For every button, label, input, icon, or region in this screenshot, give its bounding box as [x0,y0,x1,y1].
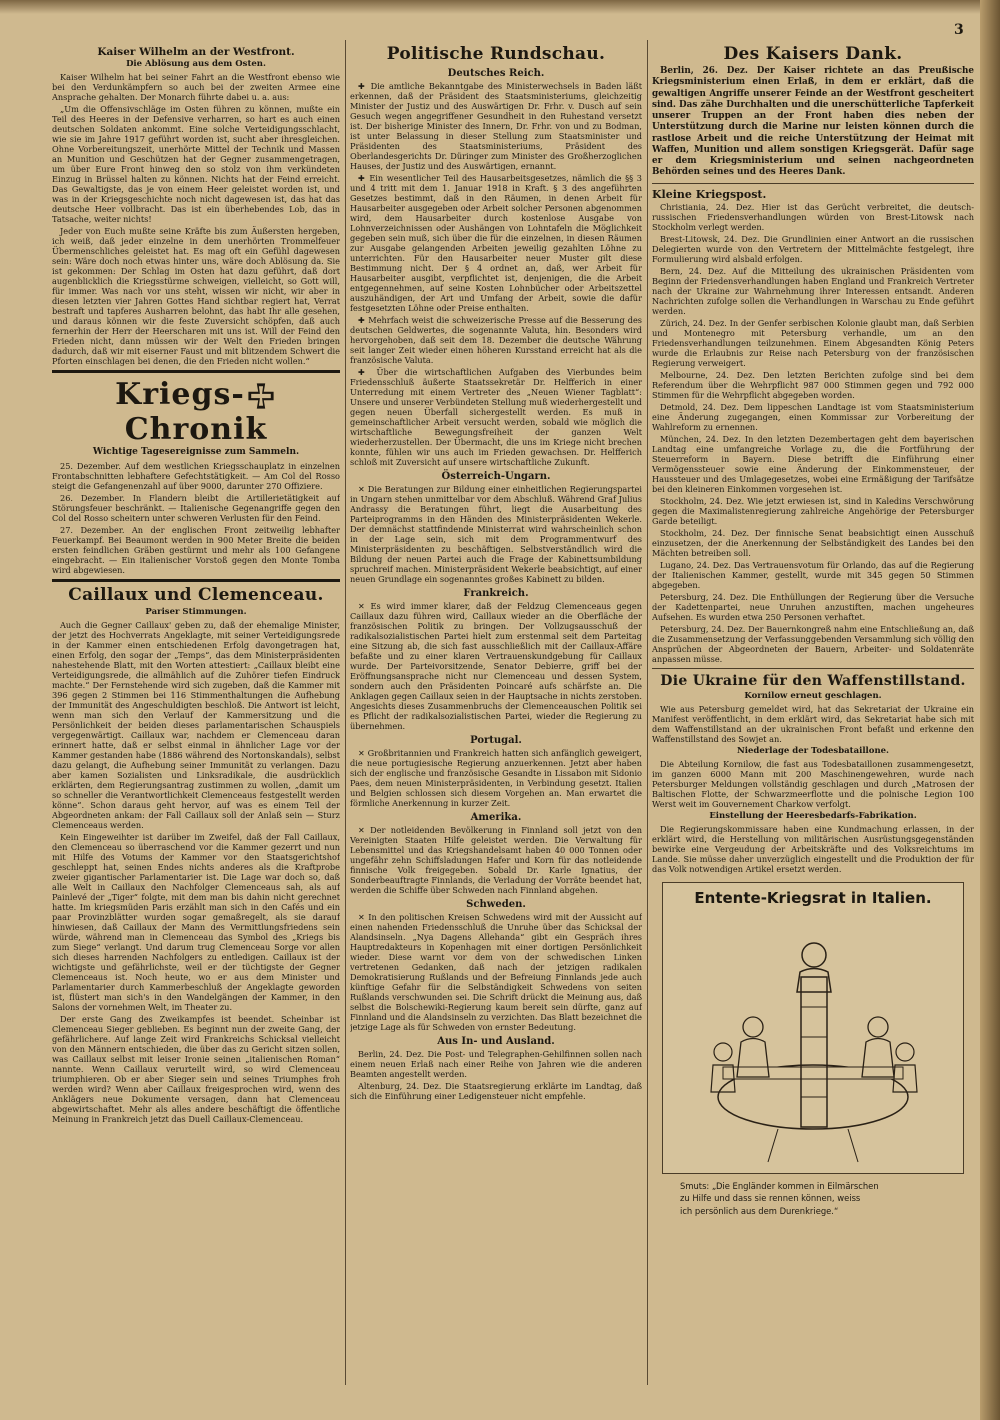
news-item: Stockholm, 24. Dez. Wie jetzt erwiesen ist, sind in Kaledins Verschwörung gegen die Maximalistenregierung zahlreiche Angehörige der Petersburger Garde beteiligt. [652,495,974,526]
news-item: Brest-Litowsk, 24. Dez. Die Grundlinien einer Antwort an die russischen Delegierten wurde von den Vertretern der Mittelmächte festgelegt, ihre Formulierung wird alsbald erfolgen. [652,233,974,264]
article-title-kaiser-westfront: Kaiser Wilhelm an der Westfront. [97,46,295,58]
section-heading-deutsches-reich: Deutsches Reich. [447,68,545,79]
article-paragraph: ✕ Die Beratungen zur Bildung einer einheitlichen Regierungspartei in Ungarn stehen unmittelbar vor dem Abschluß. Während Graf Julius Andrassy die Beratungen führt, liegt die Ausarbeitung des Parteiprogramms in den Händen des Ministerpräsidenten Wekerle. Der demnächst stattfindende Ministerrat wird wahrscheinlich schon in der Lage sein, sich mit dem Programmentwurf des Ministerpräsidenten zu beschäftigen. Selbstverständlich wird die Bildung der neuen Partei auch die Frage der Kabinettsumbildung spruchreif machen. Ministerpräsident Wekerle beabsichtigt, auf einer neuen Grundlage ein sogenanntes großes Kabinett zu bilden. [350,484,642,584]
column-rule-1 [345,40,346,1385]
article-paragraph: „Um die Offensivschläge im Osten führen zu können, mußte ein Teil des Heeres in der Defensive verharren, so hart es auch einen deutschen Soldaten ankommt. Eine solche Verteidigungsschlacht, wie sie im Jahre 1917 geführt worden ist, sucht aber ihresgleichen. Ohne Vorbereitungszeit, unerhörte Mittel der Technik und Massen an Munition und Geschützen hat der Gegner zusammengetragen, um über Eure Front hinweg den so stolz von ihm verkündeten Einzug in Brüssel halten zu können. Nichts hat der Feind erreicht. Das Gewaltigste, das je von einem Heer geleistet worden ist, und was in der Kriegsgeschichte noch nicht dagewesen ist, das hat das deutsche Heer vollbracht. Das ist ein überhebendes Lob, das in Tatsache, weiter nichts! [52,104,340,224]
chronik-entry: 26. Dezember. In Flandern bleibt die Artillerietätigkeit auf Störungsfeuer beschränkt. — Italienische Gegenangriffe gegen den Col del Rosso scheitern unter schweren Verlusten für den Feind. [52,493,340,523]
article-paragraph: ✕ In den politischen Kreisen Schwedens wird mit der Aussicht auf einen nahenden Friedensschluß die Unruhe über das Schicksal der Alandsinseln. „Nya Dagens Allehanda“ gibt ein Gespräch ihres Hauptredakteurs in Kopenhagen mit einer dortigen Persönlichkeit wieder. Diese warnt vor dem von der schwedischen Linken vertretenen Gedanken, daß nach der jetzigen radikalen Demokratisierung Rußlands und der Befreiung Finnlands jede auch künftige Gefahr für die Selbständigkeit Schwedens von seiten Rußlands verschwunden sei. Die Schrift drückt die Meinung aus, daß selbst die Bolschewiki-Regierung kaum bereit sein dürfte, ganz auf Finnland und die Alandsinseln zu verzichten. Das Blatt bezeichnet die jetzige Lage als für Schweden von ernster Bedeutung. [350,912,642,1032]
article-title-caillaux: Caillaux und Clemenceau. [68,585,324,605]
column-rule-2 [647,40,648,1385]
article-paragraph: ✚ Mehrfach weist die schweizerische Presse auf die Besserung des deutschen Geldwertes, die sogenannte Valuta, hin. Besonders wird hervorgehoben, daß seit dem 18. Dezember die deutsche Währung seit langer Zeit wieder einen höheren Kursstand erreicht hat als die französische Valuta. [350,315,642,365]
section-heading-in-und-ausland: Aus In- und Ausland. [437,1036,555,1047]
cartoon-drawing-icon [683,917,943,1167]
section-divider [652,183,974,184]
column-1 [52,44,340,1374]
article-paragraph: ✕ Großbritannien und Frankreich hatten sich anfänglich geweigert, die neue portugiesische Regierung anzuerkennen. Jetzt aber haben sich der englische und französische Gesandte in Lissabon mit Sidonio Paes, dem neuen Ministerpräsidenten, in Verbindung gesetzt. Italien und Belgien schlossen sich diesem Vorgehen an. Man erwartet die förmliche Anerkennung in kurzer Zeit. [350,748,642,808]
cartoon-caption-line: Smuts: „Die Engländer kommen in Eilmärschen [680,1180,879,1191]
column-3 [652,44,974,1374]
page-top-edge [0,0,1000,14]
news-item: Zürich, 24. Dez. In der Genfer serbischen Kolonie glaubt man, daß Serbien und Montenegro mit Petersburg verhandle, um an den Friedensverhandlungen teilzunehmen. Einem Abgesandten König Peters wurde die Erlaubnis zur Reise nach Petersburg von der französischen Regierung verweigert. [652,317,974,368]
article-paragraph: Berlin, 26. Dez. Der Kaiser richtete an das Preußische Kriegsministerium einen Erlaß, in dem er erklärt, daß die gewaltigen Angriffe unserer Feinde an der Westfront gescheitert sind. Das zähe Durchhalten und die unerschütterliche Tapferkeit unserer Truppen an der Front haben dies neben der Unterstützung durch die Marine nur leisten können durch die rastlose Arbeit und die reiche Unterstützung der Heimat mit Waffen, Munition und allem sonstigen Kriegsgerät. Dafür sage er dem Kriegsministerium und seinen nachgeordneten Behörden seines und des Heeres Dank. [652,66,974,178]
article-paragraph: Die Regierungskommissare haben eine Kundmachung erlassen, in der erklärt wird, die Herstellung von militärischen Ausrüstungsgegenständen bewirke eine Vergeudung der Arbeitskräfte und des Volksreichtums im Lande. Sie müsse daher unverzüglich eingestellt und die Produktion der für das Volk notwendigen Artikel ersetzt werden. [652,823,974,874]
section-title-politische-rundschau: Politische Rundschau. [386,44,606,64]
article-subtitle-todesbataillone: Niederlage der Todesbataillone. [736,745,890,756]
news-item: Detmold, 24. Dez. Dem lippeschen Landtage ist vom Staatsministerium eine Änderung zugegangen, einen Kommissar zur Vorbereitung der Wahlreform zu ernennen. [652,401,974,432]
news-item: Altenburg, 24. Dez. Die Staatsregierung erklärte im Landtag, daß sich die Einführung einer Ledigensteuer nicht empfehle. [350,1081,642,1101]
section-title-kleine-kriegspost: Kleine Kriegspost. [652,187,767,201]
cartoon-caption-line: ich persönlich aus dem Durenkriege.“ [680,1205,839,1216]
section-heading-portugal: Portugal. [470,735,522,746]
cartoon-caption [680,1180,974,1218]
section-heading-frankreich: Frankreich. [463,588,529,599]
news-item: Petersburg, 24. Dez. Der Bauernkongreß nahm eine Entschließung an, daß die Zusammensetzung der Verfassunggebenden Versammlung sich völlig den Ansprüchen der Abgeordneten der Bauern, Arbeiter- und Soldatenräte anpassen müsse. [652,623,974,664]
article-paragraph: Wie aus Petersburg gemeldet wird, hat das Sekretariat der Ukraine ein Manifest veröffentlicht, in dem erklärt wird, das Sekretariat habe sich mit dem Waffenstillstand an der ukrainischen Front befaßt und erkenne den Waffenstillstand des Sowjet an. [652,703,974,744]
article-paragraph: Jeder von Euch mußte seine Kräfte bis zum Äußersten hergeben, ich weiß, daß jeder einzelne in dem unerhörten Trommelfeuer Übermenschliches geleistet hat. Es mag oft ein Gefühl dagewesen sein: Wäre doch noch etwas hinter uns, wäre doch Ablösung da. Sie ist gekommen: Der Schlag im Osten hat dazu geführt, daß dort augenblicklich die Kriegsstürme schweigen, vielleicht, so Gott will, für immer. Was nach vor uns steht, wissen wir nicht, wir aber in diesen letzten vier Jahren Gottes Hand sichtbar regiert hat, Verrat bestraft und tapferes Ausharren belohnt, das habt Ihr alle gesehen, und daraus können wir die feste Zuversicht schöpfen, daß auch fernerhin der Herr der Heerscharen mit uns ist. Will der Feind den Frieden nicht, dann müssen wir der Welt den Frieden bringen dadurch, daß wir mit eiserner Faust und mit blitzendem Schwert die Pforten einschlagen bei denen, die den Frieden nicht wollen.“ [52,226,340,366]
article-paragraph: Auch die Gegner Caillaux' geben zu, daß der ehemalige Minister, der jetzt des Hochverrats Angeklagte, mit seiner Verteidigungsrede in der Kammer einen entschiedenen Erfolg davongetragen hat, einen Erfolg, den sogar der „Temps“, das dem Ministerpräsidenten nahestehende Blatt, mit den Worten attestiert: „Caillaux bleibt eine Verteidigungsrede, die allmählich auf die Zuhörer tiefen Eindruck machte.“ Der Fernstehende wird sich zugeben, daß die Kammer mit 396 gegen 2 Stimmen bei 116 Stimmenthaltungen die Aufhebung der Immunität des Angeschuldigten beschloß. Die Antwort ist leicht, wenn man sich den Verlauf der Kammersitzung und die Persönlichkeit der beiden dieses parlamentarischen Schauspiels vergegenwärtigt. Caillaux war, nachdem er Clemenceau daran erinnert hatte, daß er selbst einmal in ähnlicher Lage vor der Kammer gestanden habe (1886 während des Nortonskandals), selbst dazu gelangt, die Aufhebung seiner Immunität zu verlangen. Dazu aber kamen Sozialisten und Linksradikale, die ausdrücklich erklärten, dem Regierungsantrag zustimmen zu wollen, „damit um so schneller die Verantwortlichkeit Clemenceaus festgestellt werden könne“. Schon daraus geht hervor, auf was es einem Teil der Abgeordneten ankam: der Fall Caillaux soll der Anlaß sein — Sturz Clemenceaus werden. [52,620,340,830]
article-subtitle-kornilow: Kornilow erneut geschlagen. [744,690,882,701]
news-item: Christiania, 24. Dez. Hier ist das Gerücht verbreitet, die deutsch-russischen Friedensverhandlungen würden von Brest-Litowsk nach Stockholm verlegt werden. [652,201,974,232]
article-paragraph: Kaiser Wilhelm hat bei seiner Fahrt an die Westfront ebenso wie bei den Verdunkämpfern so auch bei der zweiten Armee eine Ansprache gehalten. Der Monarch führte dabei u. a. aus: [52,72,340,102]
news-item: Berlin, 24. Dez. Die Post- und Telegraphen-Gehilfinnen sollen nach einem neuen Erlaß nach einer Reihe von Jahren wie die anderen Beamten angestellt werden. [350,1049,642,1079]
news-item: Bern, 24. Dez. Auf die Mitteilung des ukrainischen Präsidenten vom Beginn der Friedensverhandlungen haben England und Frankreich Vertreter nach der Ukraine zur Wahrnehmung ihrer Interessen entsandt. Anderen Nachrichten zufolge sollen die Verhandlungen in Warschau zu Ende geführt werden. [652,265,974,316]
article-paragraph: ✚ Über die wirtschaftlichen Aufgaben des Vierbundes beim Friedensschluß äußerte Staatssekretär Dr. Helfferich in einer Unterredung mit einem Vertreter des „Neuen Wiener Tagblatt“: Unsere und unserer Verbündeten Stellung muß wiederhergestellt und gegen neuen Überfall sichergestellt werden. Es muß in gemeinschaftlicher Arbeit versucht werden, sobald wie möglich die wirtschaftliche Bewegungsfreiheit der ganzen Welt wiederherzustellen. Der Übermacht, die uns im Kriege nicht brechen konnte, fühlen wir uns auch im Frieden gewachsen. Dr. Helfferich schloß mit Zuversicht auf unsere wirtschaftliche Zukunft. [350,367,642,467]
kriegs-chronik-masthead [52,377,340,447]
column-2 [350,44,642,1374]
article-title-ukraine: Die Ukraine für den Waffenstillstand. [660,672,966,689]
page-number: 3 [954,22,964,38]
kriegs-chronik-subtitle: Wichtige Tagesereignisse zum Sammeln. [92,447,300,457]
cartoon-caption-line: zu Hilfe und dass sie rennen können, weiss [680,1193,861,1204]
chronik-entry: 25. Dezember. Auf dem westlichen Kriegsschauplatz in einzelnen Frontabschnitten lebhaftere Gefechtstätigkeit. — Am Col del Rosso steigt die Gefangenenzahl auf über 9000, darunter 270 Offiziere. [52,461,340,491]
news-item: München, 24. Dez. In den letzten Dezembertagen geht dem bayerischen Landtag eine umfangreiche Vorlage zu, die die Fortführung der Steuerreform in Bayern. Diese betrifft die Einführung einer Vermögenssteuer sowie eine Änderung der Einkommensteuer, der Haussteuer und des Umlagegesetzes, wobei eine Ermäßigung der Tarifsätze bei den kleineren Einkommen vorgesehen ist. [652,433,974,494]
article-subtitle-abloesung: Die Ablösung aus dem Osten. [126,59,266,69]
cartoon-title: Entente-Kriegsrat in Italien. [694,888,932,907]
article-subtitle-heeresbedarf: Einstellung der Heeresbedarfs-Fabrikation. [709,810,917,821]
section-heading-oesterreich-ungarn: Österreich-Ungarn. [441,471,551,482]
article-paragraph: ✕ Es wird immer klarer, daß der Feldzug Clemenceaus gegen Caillaux dazu führen wird, Caillaux wieder an die Oberfläche der französischen Politik zu bringen. Der Vollzugsausschuß der radikalsozialistischen Partei hielt zum erstenmal seit dem Parteitag eine Sitzung ab, die sich fast ausschließlich mit der Caillaux-Affäre befaßte und zu einer klaren Vertrauenskundgebung für Caillaux wurde. Der Parteivorsitzende, Senator Debierre, griff bei der Eröffnungsansprache nicht nur Clemenceau und dessen System, sondern auch den Präsidenten Poincaré aufs schärfste an. Die Anklagen gegen Caillaux seien in der Hauptsache in nichts zerstoben. Angesichts dieses Zusammenbruchs der Clemenceauschen Politik sei es Pflicht der radikalsozialistischen Partei, wieder die Regierung zu übernehmen. [350,601,642,731]
article-paragraph: ✚ Ein wesentlicher Teil des Hausarbeitsgesetzes, nämlich die §§ 3 und 4 tritt mit dem 1. Januar 1918 in Kraft. § 3 des angeführten Gesetzes bestimmt, daß in den Räumen, in denen Arbeit für Hausarbeiter ausgegeben oder Arbeit solcher Personen abgenommen wird, dem Hausarbeiter durch kostenlose Ausgabe von Lohnverzeichnissen oder Aushängen von Lohntafeln die Möglichkeit gegeben sein muß, sich über die für die einzelnen, in diesen Räumen zur Ausgabe gelangenden Arbeiten jeweilig gezahlten Löhne zu unterrichten. Für den Hausarbeiter neuer Muster gilt diese Bestimmung nicht. Der § 4 ordnet an, daß, wer Arbeit für Hausarbeiter ausgibt, verpflichtet ist, denjenigen, die die Arbeit entgegennehmen, auf seine Kosten Lohnbücher oder Arbeitszettel auszuhändigen, der Art und Umfang der Arbeit, sowie die dafür festgesetzten Löhne oder Preise enthalten. [350,173,642,313]
section-divider [652,668,974,669]
article-paragraph: ✕ Der notleidenden Bevölkerung in Finnland soll jetzt von den Vereinigten Staaten Hilfe geleistet werden. Die Verwaltung für Lebensmittel und das Kriegshandelsamt haben 40 000 Tonnen oder ungefähr zehn Schiffsladungen Hafer und Korn für das notleidende finnische Volk freigegeben. Sobald Dr. Karle Ignatius, der Sonderbeauftragte Finnlands, die Verladung der Vorräte beendet hat, werden die Schiffe über Schweden nach Finnland abgehen. [350,825,642,895]
section-divider [52,579,340,582]
iron-cross-icon [247,382,275,410]
article-title-kaisers-dank: Des Kaisers Dank. [723,44,903,64]
article-paragraph: Der erste Gang des Zweikampfes ist beendet. Scheinbar ist Clemenceau Sieger geblieben. Es beginnt nun der zweite Gang, der gefährlichere. Auf lange Zeit wird Frankreichs Schicksal vielleicht von den Männern entschieden, die über das zu Gericht sitzen sollen, was Caillaux selbst mit leiser Ironie seinen „italienischen Roman“ nannte. Wenn Caillaux verurteilt wird, so wird Clemenceau triumphieren. Ob er aber Sieger sein und seines Triumphes froh werden wird? Wenn aber Caillaux freigesprochen wird, wenn des Anklägers neue Dokumente versagen, dann hat Clemenceau abgewirtschaftet. Mehr als alles andere beschäftigt die öffentliche Meinung in Frankreich jetzt das Duell Caillaux-Clemenceau. [52,1014,340,1124]
kriegs-chronik-title-right: Chronik [124,412,268,447]
article-subtitle-pariser: Pariser Stimmungen. [145,607,247,617]
cartoon-illustration [662,882,964,1174]
section-heading-amerika: Amerika. [470,812,522,823]
news-item: Petersburg, 24. Dez. Die Enthüllungen der Regierung über die Versuche der Kadettenpartei, neue Unruhen anzustiften, machen ungeheures Aufsehen. Es wurden etwa 250 Personen verhaftet. [652,591,974,622]
article-paragraph: ✚ Die amtliche Bekanntgabe des Ministerwechsels in Baden läßt erkennen, daß der Präsident des Staatsministeriums, gleichzeitig Minister der Justiz und des Auswärtigen Dr. Frhr. v. Dusch auf sein Gesuch wegen angegriffener Gesundheit in den Ruhestand versetzt ist. Der bisherige Minister des Innern, Dr. Frhr. von und zu Bodman, ist unter Belassung in dieser Stellung zum Staatsminister und Präsidenten des Staatsministeriums, Präsident des Oberlandesgerichts Dr. Düringer zum Minister des Großherzoglichen Hauses, der Justiz und des Auswärtigen, ernannt. [350,81,642,171]
news-item: Stockholm, 24. Dez. Der finnische Senat beabsichtigt einen Ausschuß einzusetzen, der die Anerkennung der Selbständigkeit des Landes bei den Mächten betreiben soll. [652,527,974,558]
article-paragraph: Die Abteilung Kornilow, die fast aus Todesbataillonen zusammengesetzt, im ganzen 6000 Mann mit 200 Maschinengewehren, wurde nach Petersburger Meldungen vollständig geschlagen und durch „Matrosen der Baltischen Flotte, der Schwarzmeerflotte und die polnische Legion 100 Werst weit im Gouvernement Charkow verfolgt. [652,758,974,809]
section-divider [52,370,340,373]
news-item: Melbourne, 24. Dez. Den letzten Berichten zufolge sind bei dem Referendum über die Wehrpflicht 987 000 Stimmen gegen und 792 000 Stimmen für die Wehrpflicht abgegeben worden. [652,369,974,400]
page-right-edge [980,0,1000,1420]
kriegs-chronik-title-left: Kriegs- [115,377,245,412]
article-paragraph: Kein Eingeweihter ist darüber im Zweifel, daß der Fall Caillaux, den Clemenceau so überraschend vor die Kammer gezerrt und nun mit Hilfe des Votums der Kammer vor den Staatsgerichtshof geschleppt hat, seinen Endes nichts anderes als die Kraftprobe zweier gigantischer Parlamentarier ist. Die Lage war doch so, daß alle Welt in Caillaux den Nachfolger Clemenceaus sah, als auf Painlevé der „Tiger“ folgte, mit dem man bis dahin nicht gerechnet hatte. Im kriegsmüden Paris erzählt man sich in den Cafés und ein paar Provinzblätter wurden sogar gemaßregelt, als sie darauf hinwiesen, daß Caillaux der Mann des Vermittlungsfriedens sein würde, während man in Clemenceau das Symbol des „Kriegs bis zum Siege“ verlangt. Und darum trug Clemenceau Sorge vor allen sich dieses harrenden Nachfolgers zu entledigen. Caillaux ist der wichtigste und gefährlichste, weil er der tüchtigste der Gegner Clemenceaus ist. Noch heute, wo er aus dem Minister und Parlamentarier durch Kammerbeschluß der Angeklagte geworden ist, flüstert man sich's in den Wandelgängen der Kammer, in den Salons der vornehmen Welt, im Theater zu. [52,832,340,1012]
news-item: Lugano, 24. Dez. Das Vertrauensvotum für Orlando, das auf die Regierung der Italienischen Kammer, gestellt, wurde mit 345 gegen 50 Stimmen abgegeben. [652,559,974,590]
section-heading-schweden: Schweden. [466,899,526,910]
chronik-entry: 27. Dezember. An der englischen Front zeitweilig lebhafter Feuerkampf. Bei Beaumont werden in 900 Meter Breite die beiden ersten feindlichen Gräben gestürmt und mehr als 100 Gefangene eingebracht. — Ein italienischer Vorstoß gegen den Monte Tomba wird abgewiesen. [52,525,340,575]
